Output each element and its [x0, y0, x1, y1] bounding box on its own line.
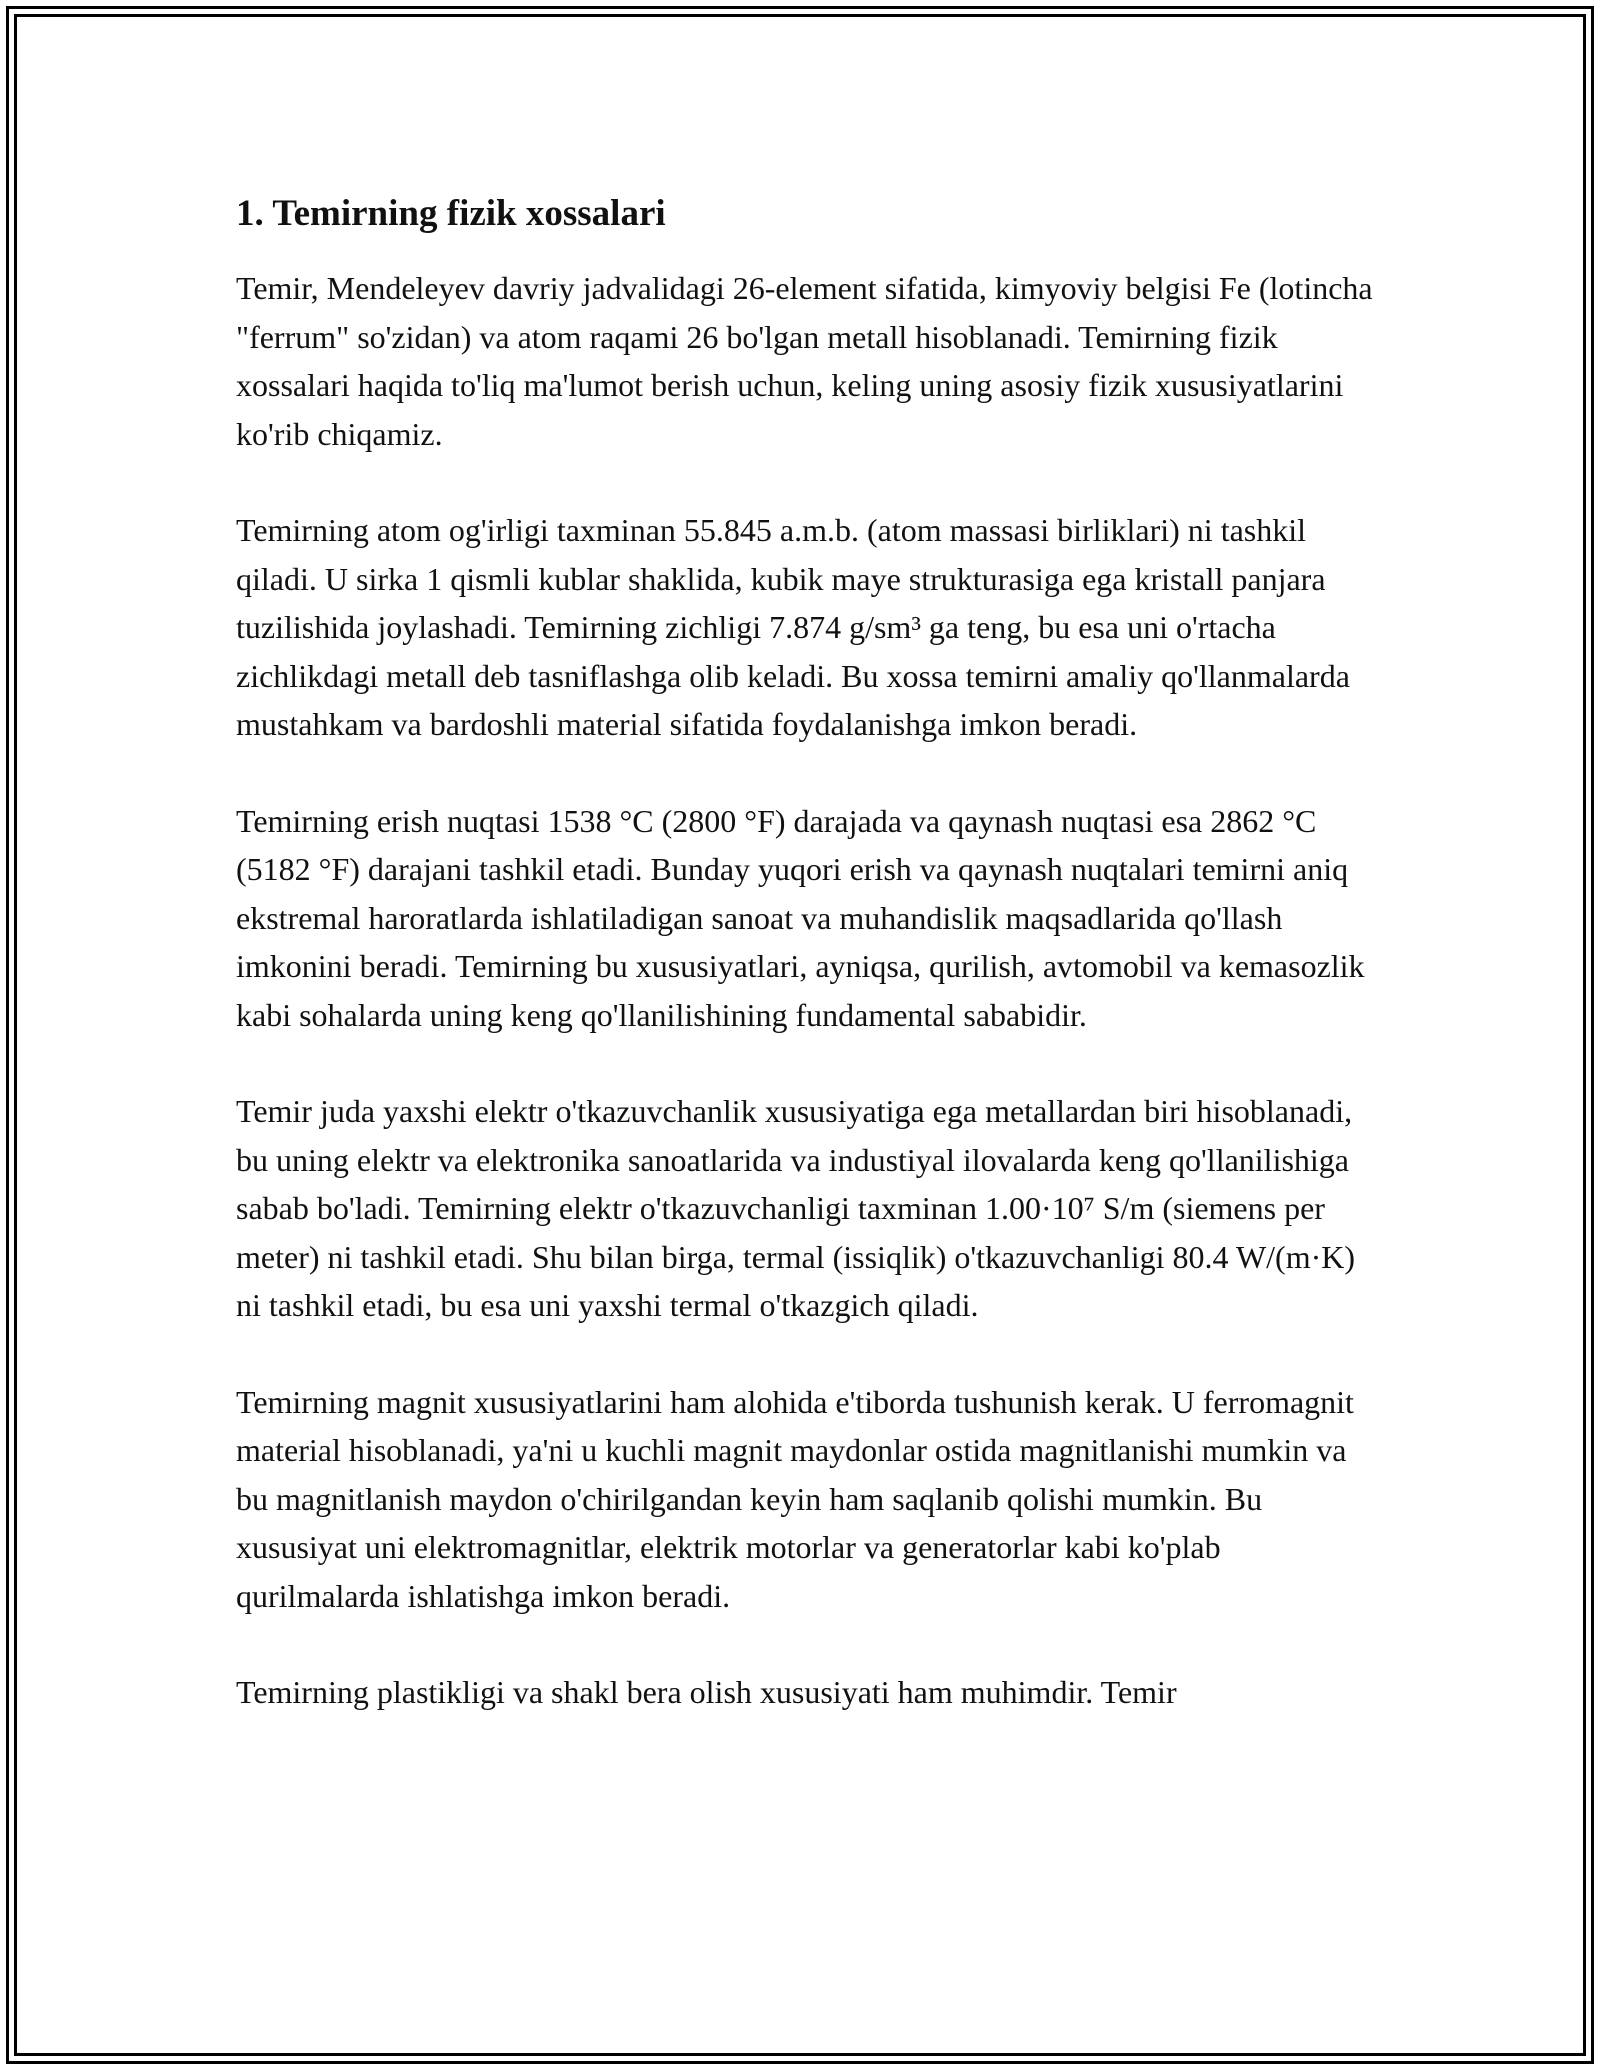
paragraph-intro: Temir, Mendeleyev davriy jadvalidagi 26-element sifatida, kimyoviy belgisi Fe (lotincha "ferrum" so'zidan) va atom raqami 26 bo'lgan metall hisoblanadi. Temirning fizik xossalari haqida to'liq ma'lumot berish uchun, keling uning asosiy fizik xususiyatlarini ko'rib chiqamiz. — [236, 270, 1373, 452]
paragraph-atomic-weight-density: Temirning atom og'irligi taxminan 55.845 a.m.b. (atom massasi birliklari) ni tashkil qiladi. U sirka 1 qismli kublar shaklida, kubik maye strukturasiga ega kristall panjara tuzilishida joylashadi. Temirning zichligi 7.874 g/sm³ ga teng, bu esa uni o'rtacha zichlikdagi metall deb tasniflashga olib keladi. Bu xossa temirni amaliy qo'llanmalarda mustahkam va bardoshli material sifatida foydalanishga imkon beradi. — [236, 512, 1350, 742]
document-body — [236, 188, 1376, 1765]
section-heading: 1. Temirning fizik xossalari — [236, 193, 666, 234]
paragraph-conductivity: Temir juda yaxshi elektr o'tkazuvchanlik xususiyatiga ega metallardan biri hisoblanadi, bu uning elektr va elektronika sanoatlarida va industiyal ilovalarda keng qo'llanilishiga sabab bo'ladi. Temirning elektr o'tkazuvchanligi taxminan 1.00·10⁷ S/m (siemens per meter) ni tashkil etadi. Shu bilan birga, termal (issiqlik) o'tkazuvchanligi 80.4 W/(m·K) ni tashkil etadi, bu esa uni yaxshi termal o'tkazgich qiladi. — [236, 1093, 1355, 1323]
paragraph-melting-boiling-points: Temirning erish nuqtasi 1538 °C (2800 °F) darajada va qaynash nuqtasi esa 2862 °C (5182 °F) darajani tashkil etadi. Bunday yuqori erish va qaynash nuqtalari temirni aniq ekstremal haroratlarda ishlatiladigan sanoat va muhandislik maqsadlarida qo'llash imkonini beradi. Temirning bu xususiyatlari, ayniqsa, qurilish, avtomobil va kemasozlik kabi sohalarda uning keng qo'llanilishining fundamental sababidir. — [236, 802, 1365, 1033]
paragraph-magnetic-properties: Temirning magnit xususiyatlarini ham alohida e'tiborda tushunish kerak. U ferromagnit material hisoblanadi, ya'ni u kuchli magnit maydonlar ostida magnitlanishi mumkin va bu magnitlanish maydon o'chirilgandan keyin ham saqlanib qolishi mumkin. Bu xususiyat uni elektromagnitlar, elektrik motorlar va generatorlar kabi ko'plab qurilmalarda ishlatishga imkon beradi. — [236, 1383, 1354, 1614]
paragraph-plasticity: Temirning plastikligi va shakl bera olish xususiyati ham muhimdir. Temir — [236, 1674, 1177, 1710]
